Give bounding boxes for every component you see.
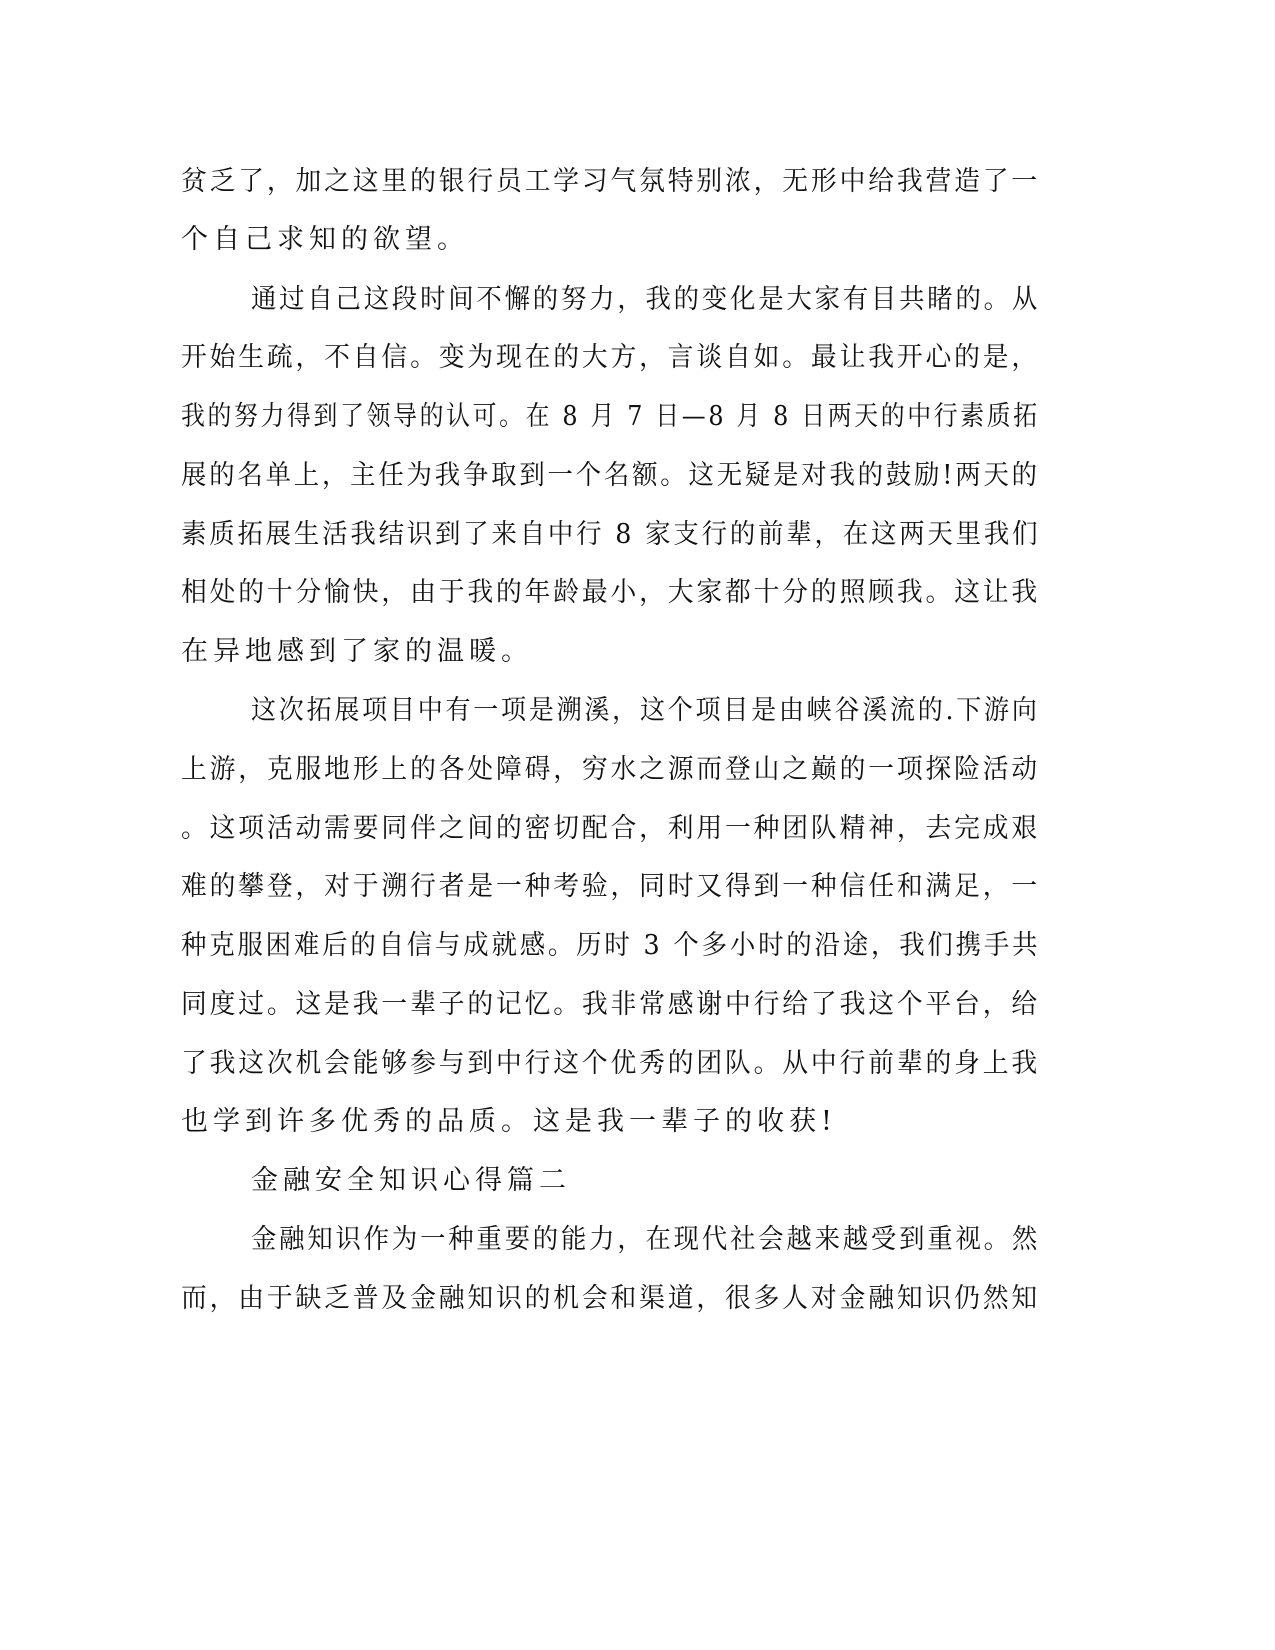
section-heading: 金融安全知识心得篇二 [251, 1165, 571, 1196]
text-line: 同度过。这是我一辈子的记忆。我非常感谢中行给了我这个平台，给 [181, 989, 1040, 1020]
text-line: 在异地感到了家的温暖。 [181, 636, 533, 667]
text-line: 素质拓展生活我结识到了来自中行 8 家支行的前辈，在这两天里我们 [181, 519, 1041, 550]
text-line: 难的攀登，对于溯行者是一种考验，同时又得到一种信任和满足，一 [181, 871, 1040, 902]
text-line: 。这项活动需要同伴之间的密切配合，利用一种团队精神，去完成艰 [181, 813, 1040, 844]
text-line: 上游，克服地形上的各处障碍，穷水之源而登山之巅的一项探险活动 [181, 754, 1040, 785]
text-line: 也学到许多优秀的品质。这是我一辈子的收获! [181, 1106, 837, 1137]
text-line: 通过自己这段时间不懈的努力，我的变化是大家有目共睹的。从 [251, 284, 1040, 315]
text-line: 我的努力得到了领导的认可。在 8 月 7 日—8 月 8 日两天的中行素质拓 [181, 401, 1040, 432]
text-line: 相处的十分愉快，由于我的年龄最小，大家都十分的照顾我。这让我 [181, 577, 1040, 608]
text-line: 种克服困难后的自信与成就感。历时 3 个多小时的沿途，我们携手共 [181, 930, 1041, 961]
text-line: 金融知识作为一种重要的能力，在现代社会越来越受到重视。然 [251, 1224, 1040, 1255]
text-line: 这次拓展项目中有一项是溯溪，这个项目是由峡谷溪流的.下游向 [251, 695, 1040, 726]
text-line: 了我这次机会能够参与到中行这个优秀的团队。从中行前辈的身上我 [181, 1048, 1040, 1079]
text-line: 个自己求知的欲望。 [181, 224, 469, 255]
text-line: 而，由于缺乏普及金融知识的机会和渠道，很多人对金融知识仍然知 [181, 1283, 1040, 1314]
text-line: 贫乏了，加之这里的银行员工学习气氛特别浓，无形中给我营造了一 [181, 166, 1040, 197]
text-line: 开始生疏，不自信。变为现在的大方，言谈自如。最让我开心的是， [181, 342, 1040, 373]
text-line: 展的名单上，主任为我争取到一个名额。这无疑是对我的鼓励!两天的 [181, 460, 1040, 491]
